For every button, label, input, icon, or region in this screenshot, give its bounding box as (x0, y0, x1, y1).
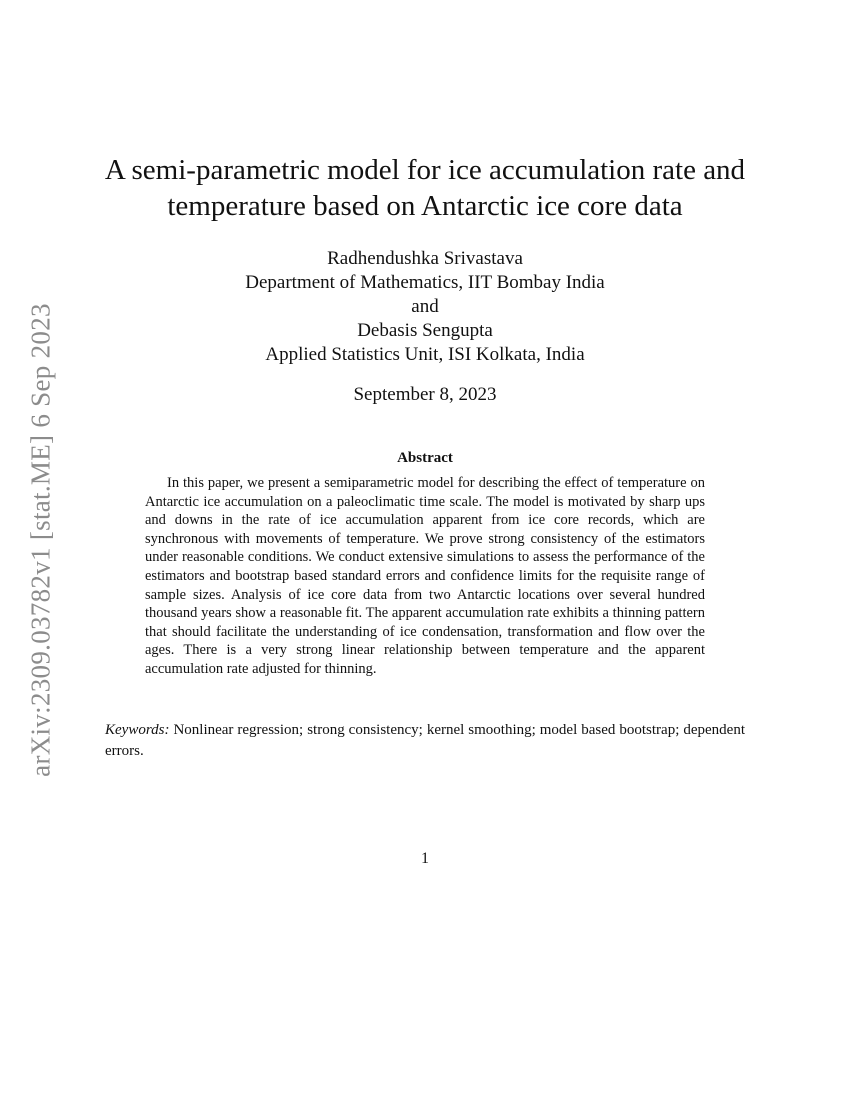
author-1-name: Radhendushka Srivastava (327, 248, 523, 269)
keywords-text: Nonlinear regression; strong consistency; kernel smoothing; model based bootstrap; dependent errors. (105, 722, 745, 759)
author-2-affiliation: Applied Statistics Unit, ISI Kolkata, India (265, 344, 585, 365)
arxiv-identifier-stamp: arXiv:2309.03782v1 [stat.ME] 6 Sep 2023 (25, 303, 56, 777)
paper-title (60, 152, 790, 224)
keywords-label: Keywords: (105, 722, 170, 738)
author-conjunction: and (411, 296, 439, 317)
title-line-1: A semi-parametric model for ice accumulation rate and (104, 154, 746, 186)
author-block (60, 247, 790, 367)
keywords (105, 720, 745, 762)
publication-date: September 8, 2023 (353, 384, 497, 405)
abstract-heading: Abstract (397, 450, 453, 466)
author-2-name: Debasis Sengupta (357, 320, 493, 341)
title-line-2: temperature based on Antarctic ice core data (167, 190, 683, 222)
author-1-affiliation: Department of Mathematics, IIT Bombay India (245, 272, 605, 293)
page-number: 1 (421, 850, 429, 867)
abstract-text: In this paper, we present a semiparametric model for describing the effect of temperature on Antarctic ice accumulation on a paleoclimatic time scale. The model is motivated by sharp ups and downs in the rate of ice accumulation apparent from ice core records, which are synchronous with movements of temperature. We prove strong consistency of the estimators under reasonable conditions. We conduct extensive simulations to assess the performance of the estimators and bootstrap based standard errors and confidence limits for the requisite range of sample sizes. Analysis of ice core data from two Antarctic locations over several hundred thousand years show a reasonable fit. The apparent accumulation rate exhibits a thinning pattern that should facilitate the understanding of ice condensation, transformation and flow over the ages. There is a very strong linear relationship between temperature and the apparent accumulation rate adjusted for thinning. (145, 475, 705, 677)
